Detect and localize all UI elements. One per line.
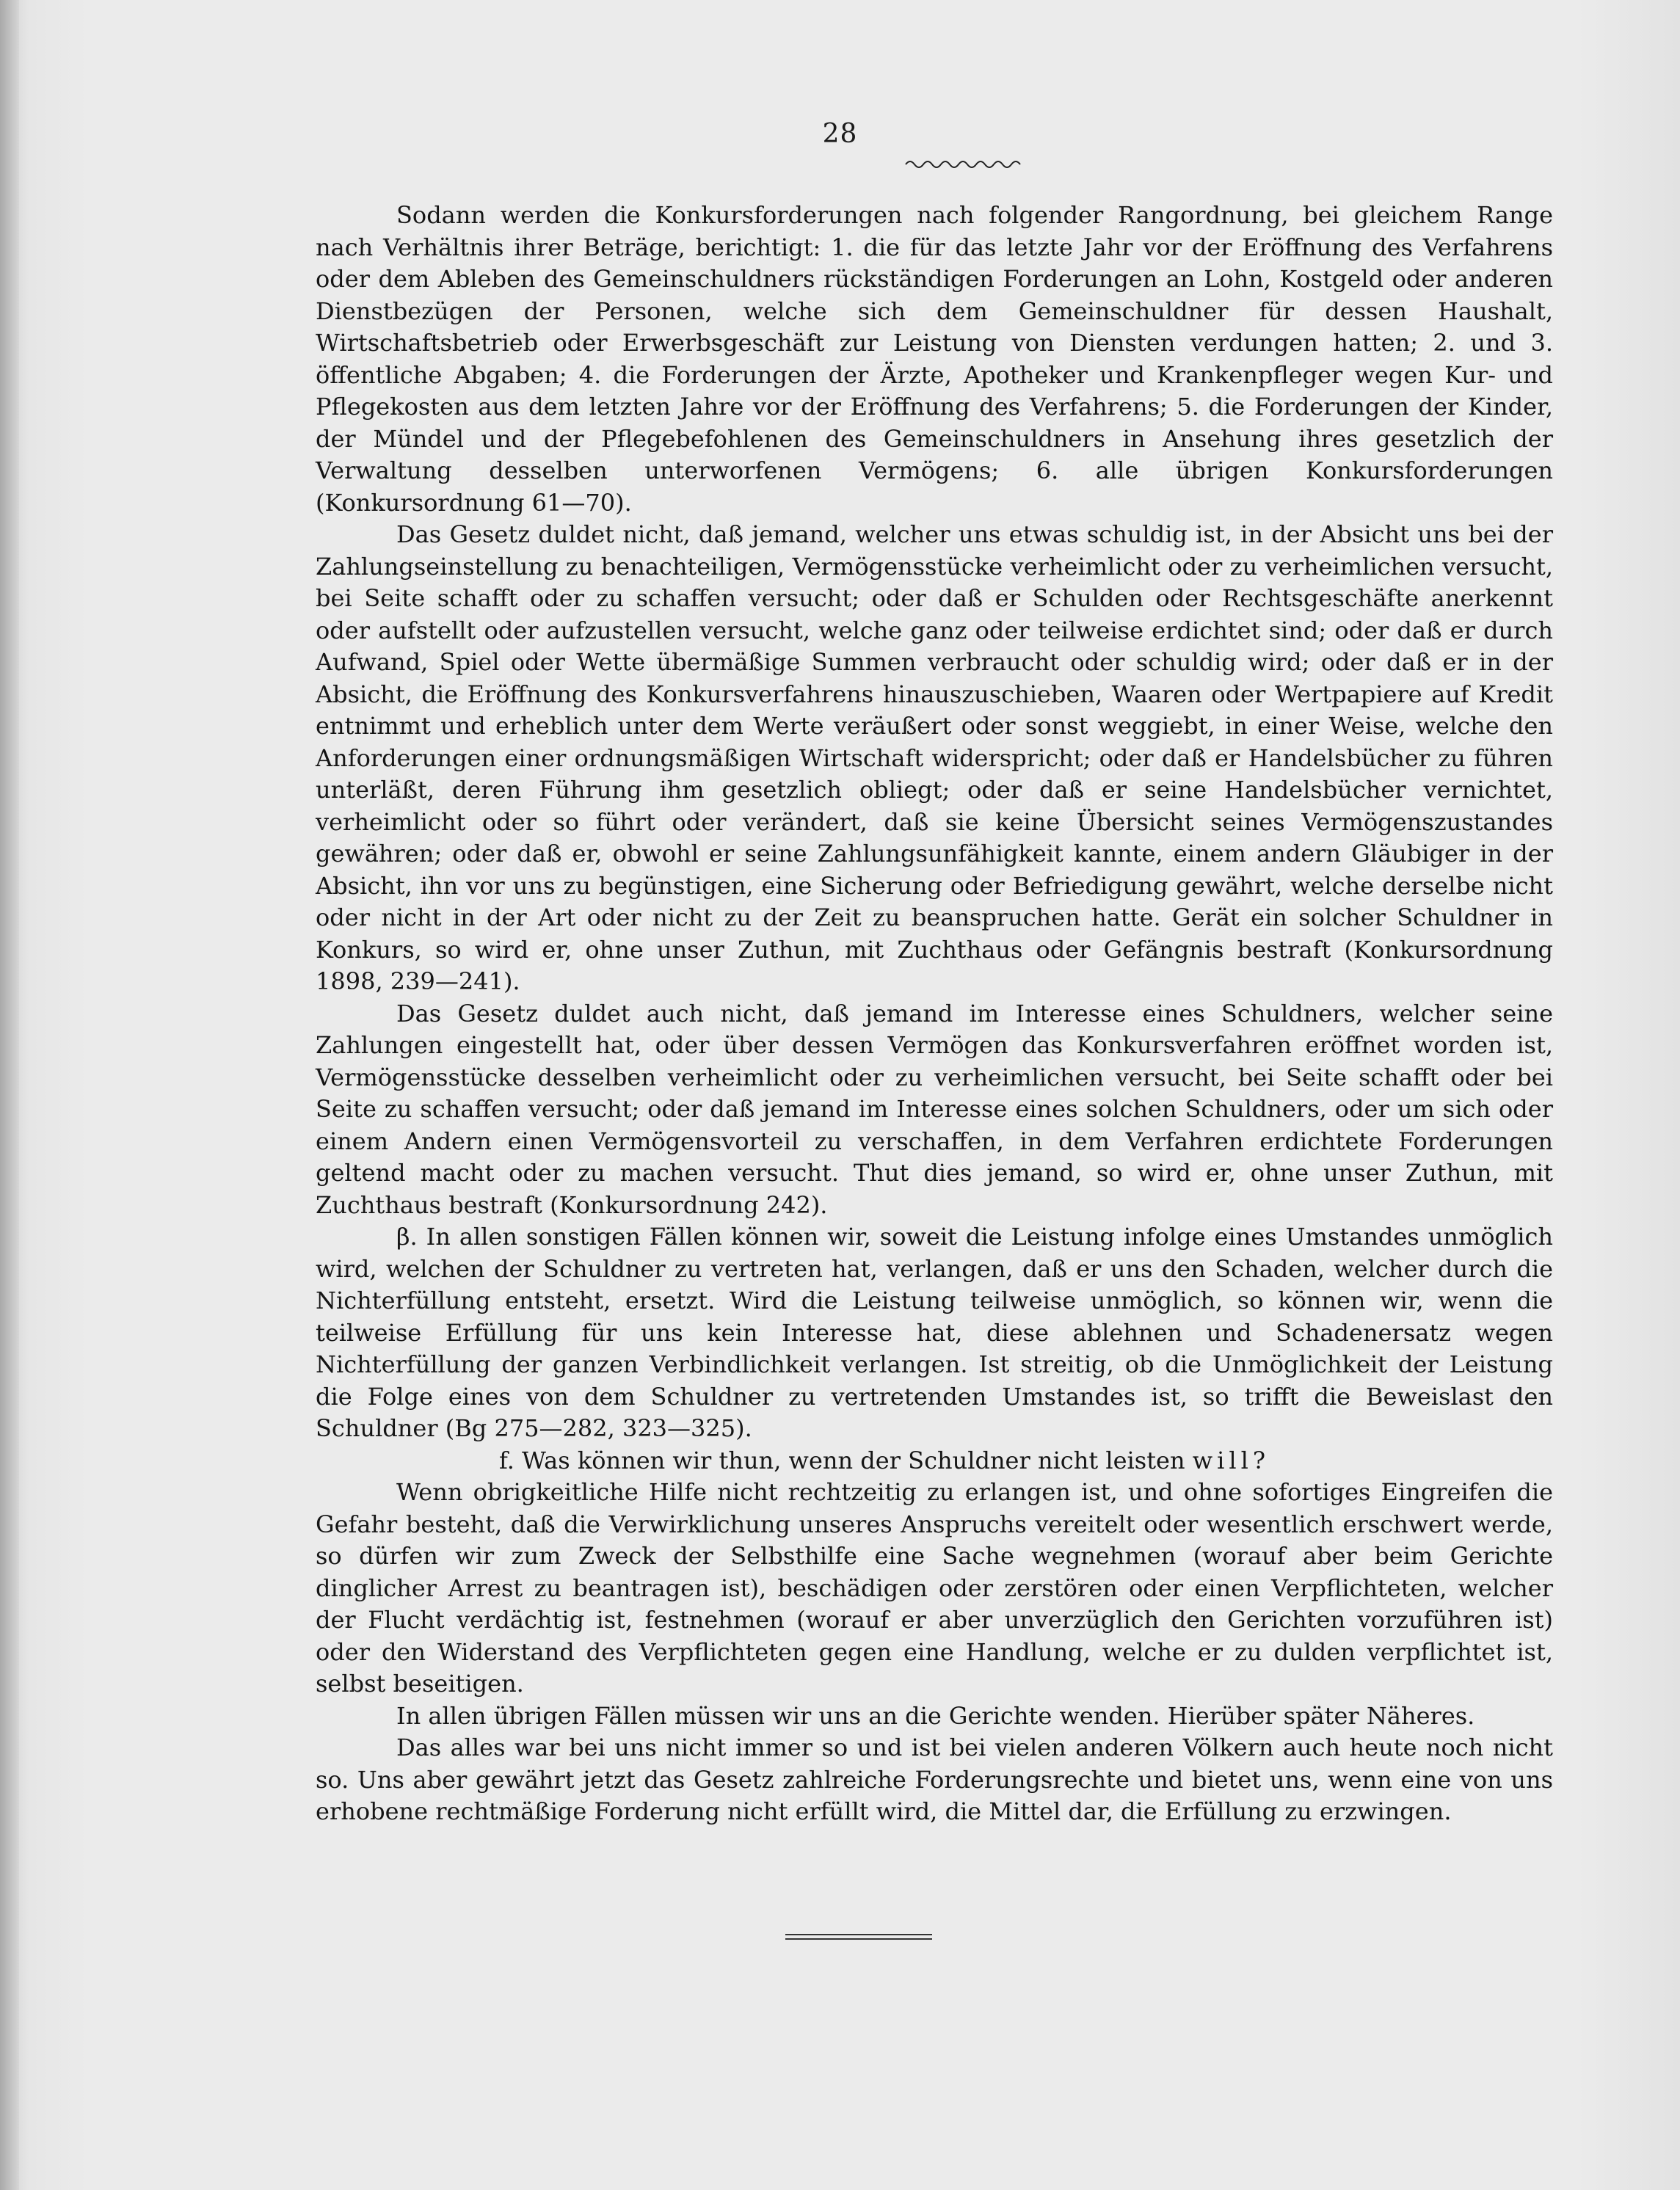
paragraph-beta-impossibility: β. In allen sonstigen Fällen können wir, soweit die Leistung infolge eines Umstandes unmöglich wird, welchen der Schuldner zu vertreten hat, verlangen, daß er uns den Schaden, welcher durch die Nichterfüllung entsteht, ersetzt. Wird die Leistung teilweise unmöglich, so können wir, wenn die teilweise Erfüllung für uns kein Interesse hat, diese ablehnen und Schadenersatz wegen Nichterfüllung der ganzen Verbindlichkeit verlangen. Ist streitig, ob die Unmöglichkeit der Leistung die Folge eines von dem Schuldner zu vertretenden Umstandes ist, so trifft die Beweislast den Schuldner (Bg 275—282, 323—325).	[316, 1223, 1553, 1442]
end-rule-divider	[785, 1932, 932, 1942]
page-binding-edge	[0, 0, 19, 2190]
question-emphasis: will	[1192, 1446, 1253, 1474]
question-prefix: f. Was können wir thun, wenn der Schuldner nicht leisten	[499, 1446, 1193, 1474]
body-text	[316, 200, 1553, 1828]
section-question-heading	[316, 1445, 1553, 1477]
page-number: 28	[822, 119, 858, 149]
paragraph-third-party-fraud: Das Gesetz duldet auch nicht, daß jemand im Interesse eines Schuldners, welcher seine Zahlungen eingestellt hat, oder über dessen Vermögen das Konkursverfahren eröffnet worden ist, Vermögensstücke desselben verheimlicht oder zu verheimlichen versucht, bei Seite schafft oder bei Seite zu schaffen versucht; oder daß jemand im Interesse eines solchen Schuldners, oder um sich oder einem Andern einen Vermögensvorteil zu verschaffen, in dem Verfahren erdichtete Forderungen geltend macht oder zu machen versucht. Thut dies jemand, so wird er, ohne unser Zuthun, mit Zuchthaus bestraft (Konkursordnung 242).	[316, 999, 1553, 1219]
paragraph-debtor-fraud: Das Gesetz duldet nicht, daß jemand, welcher uns etwas schuldig ist, in der Absicht uns bei der Zahlungseinstellung zu benachteiligen, Vermögensstücke verheimlicht oder zu verheimlichen versucht, bei Seite schafft oder zu schaffen versucht; oder daß er Schulden oder Rechtsgeschäfte anerkennt oder aufstellt oder aufzustellen versucht, welche ganz oder teilweise erdichtet sind; oder daß er durch Aufwand, Spiel oder Wette übermäßige Summen verbraucht oder schuldig wird; oder daß er in der Absicht, die Eröffnung des Konkursverfahrens hinauszuschieben, Waaren oder Wertpapiere auf Kredit entnimmt und erheblich unter dem Werte veräußert oder sonst weggiebt, in einer Weise, welche den Anforderungen einer ordnungsmäßigen Wirtschaft widerspricht; oder daß er Handelsbücher zu führen unterläßt, deren Führung ihm gesetzlich obliegt; oder daß er seine Handelsbücher vernichtet, verheimlicht oder so führt oder verändert, daß sie keine Übersicht seines Vermögenszustandes gewähren; oder daß er, obwohl er seine Zahlungsunfähigkeit kannte, einem andern Gläubiger in der Absicht, ihn vor uns zu begünstigen, eine Sicherung oder Befriedigung gewährt, welche derselbe nicht oder nicht in der Art oder nicht zu der Zeit zu beanspruchen hatte. Gerät ein solcher Schuldner in Konkurs, so wird er, ohne unser Zuthun, mit Zuchthaus oder Gefängnis bestraft (Konkursordnung 1898, 239—241).	[316, 520, 1553, 995]
paragraph-courts: In allen übrigen Fällen müssen wir uns an die Gerichte wenden. Hierüber später Näheres.	[396, 1701, 1475, 1730]
paragraph-self-help: Wenn obrigkeitliche Hilfe nicht rechtzeitig zu erlangen ist, und ohne sofortiges Eingreifen die Gefahr besteht, daß die Verwirklichung unseres Anspruchs vereitelt oder wesentlich erschwert werde, so dürfen wir zum Zweck der Selbsthilfe eine Sache wegnehmen (worauf aber beim Gerichte dinglicher Arrest zu beantragen ist), beschädigen oder zerstören oder einen Verpflichteten, welcher der Flucht verdächtig ist, festnehmen (worauf er aber unverzüglich den Gerichten vorzuführen ist) oder den Widerstand des Verpflichteten gegen eine Handlung, welche er zu dulden verpflichtet ist, selbst beseitigen.	[316, 1478, 1553, 1698]
question-suffix: ?	[1252, 1446, 1266, 1474]
paragraph-conclusion: Das alles war bei uns nicht immer so und ist bei vielen anderen Völkern auch heute noch nicht so. Uns aber gewährt jetzt das Gesetz zahlreiche Forderungsrechte und bietet uns, wenn eine von uns erhobene rechtmäßige Forderung nicht erfüllt wird, die Mittel dar, die Erfüllung zu erzwingen.	[316, 1734, 1553, 1825]
ornamental-flourish	[904, 157, 1022, 172]
paragraph-ranking-of-claims: Sodann werden die Konkursforderungen nach folgender Rangordnung, bei gleichem Range nach Verhältnis ihrer Beträge, berichtigt: 1. die für das letzte Jahr vor der Eröffnung des Verfahrens oder dem Ableben des Gemeinschuldners rückständigen Forderungen an Lohn, Kostgeld oder anderen Dienstbezügen der Personen, welche sich dem Gemeinschuldner für dessen Haushalt, Wirtschaftsbetrieb oder Erwerbsgeschäft zur Leistung von Diensten verdungen hatten; 2. und 3. öffentliche Abgaben; 4. die Forderungen der Ärzte, Apotheker und Krankenpfleger wegen Kur- und Pflegekosten aus dem letzten Jahre vor der Eröffnung des Verfahrens; 5. die Forderungen der Kinder, der Mündel und der Pflegebefohlenen des Gemeinschuldners in Ansehung ihres gesetzlich der Verwaltung desselben unterworfenen Vermögens; 6. alle übrigen Konkursforderungen (Konkursordnung 61—70).	[316, 201, 1553, 517]
